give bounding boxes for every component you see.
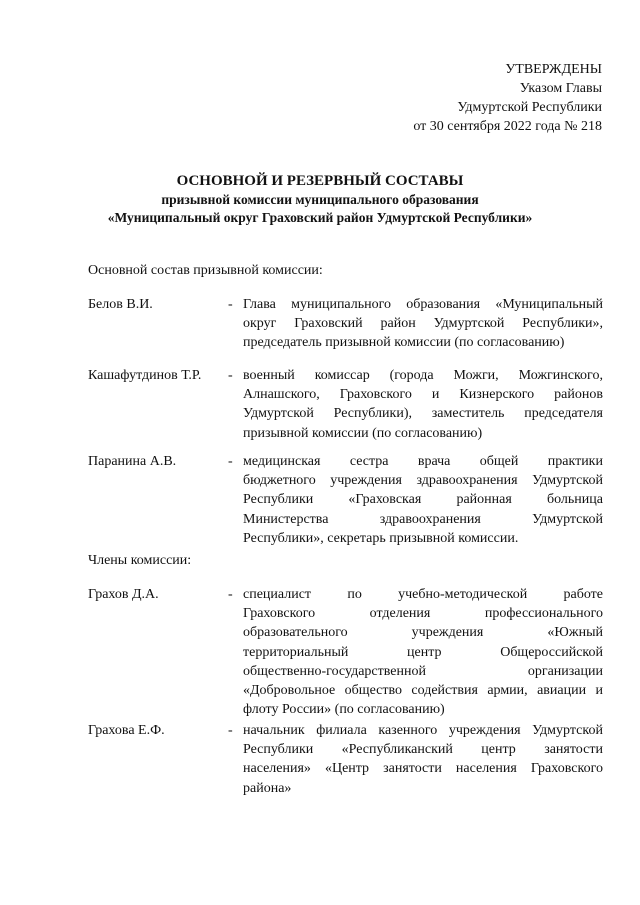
description-word: «Муниципальный	[495, 297, 603, 312]
description-word: образования	[406, 297, 481, 312]
description-word: и	[595, 682, 603, 698]
description-word: общественно-государственной	[243, 663, 426, 679]
description-line: председатель призывной комиссии (по согласованию)	[243, 335, 565, 351]
description-word: казенного	[378, 723, 438, 738]
description-word: Удмуртской	[433, 316, 505, 332]
description-word: профессионального	[484, 606, 603, 622]
description-word: организации	[527, 663, 603, 679]
description-row	[243, 424, 603, 443]
description-word: Удмуртской	[532, 511, 603, 527]
description-row	[243, 452, 603, 471]
description-word: занятости	[544, 742, 603, 758]
member-description	[243, 366, 603, 443]
description-word: Можгинского,	[518, 368, 603, 383]
description-word: авиации	[537, 682, 587, 698]
description-word: районов	[554, 387, 603, 403]
description-word: комиссар	[314, 368, 370, 383]
member-dash: -	[228, 723, 233, 738]
description-row	[243, 662, 603, 681]
description-word: военный	[243, 368, 295, 383]
description-word: врача	[417, 454, 451, 469]
description-word: «Добровольное	[243, 682, 336, 698]
title-main: ОСНОВНОЙ И РЕЗЕРВНЫЙ СОСТАВЫ	[176, 173, 464, 189]
description-word: центр	[407, 644, 442, 660]
description-word: Можги,	[453, 368, 499, 383]
title-subtitle-2: «Муниципальный округ Граховский район Удмуртской Республики»	[107, 210, 533, 225]
member-dash: -	[228, 454, 233, 469]
section-heading-members: Члены комиссии:	[88, 553, 192, 568]
description-word: Республики»,	[522, 316, 603, 332]
description-word: Граховского	[339, 387, 412, 403]
approval-stamp	[413, 60, 602, 136]
description-word: Министерства	[243, 511, 329, 527]
approval-line-approved: УТВЕРЖДЕНЫ	[505, 62, 602, 77]
member-description	[243, 452, 603, 548]
description-word: Республики	[243, 742, 314, 758]
description-word: бюджетного	[243, 473, 316, 489]
section-heading-main: Основной состав призывной комиссии:	[88, 263, 323, 278]
member-description	[243, 585, 603, 719]
description-row	[243, 333, 603, 352]
description-word: учебно-методической	[398, 587, 528, 602]
description-row	[243, 295, 603, 314]
description-row	[243, 681, 603, 700]
description-word: «Граховская	[348, 492, 422, 508]
description-word: «Центр	[324, 761, 370, 777]
description-row	[243, 385, 603, 404]
description-word: работе	[563, 587, 603, 602]
description-word: район	[380, 316, 416, 332]
description-row	[243, 623, 603, 642]
description-line: Республики», секретарь призывной комиссии.	[243, 530, 519, 546]
description-word: «Республиканский	[341, 742, 453, 758]
description-word: учреждения	[411, 625, 484, 641]
description-word: содействия	[411, 682, 478, 698]
description-word: Республики	[243, 492, 314, 508]
description-row	[243, 404, 603, 423]
member-dash: -	[228, 368, 233, 383]
description-word: здравоохранения	[379, 511, 481, 527]
member-name: Кашафутдинов Т.Р.	[88, 368, 202, 383]
description-word: армии,	[487, 682, 528, 698]
description-word: Кизнерского	[459, 387, 535, 403]
description-row	[243, 700, 603, 719]
description-row	[243, 529, 603, 548]
member-name: Грахов Д.А.	[88, 587, 159, 602]
description-row	[243, 721, 603, 740]
description-word: общей	[479, 454, 519, 469]
description-word: по	[347, 587, 362, 602]
description-row	[243, 779, 603, 798]
description-word: Удмуртской	[243, 406, 314, 422]
description-word: начальник	[243, 723, 305, 738]
description-word: учреждения	[330, 473, 402, 489]
description-row	[243, 585, 603, 604]
description-word: председателя	[524, 406, 603, 422]
description-word: районная	[456, 492, 512, 508]
member-name: Паранина А.В.	[88, 454, 177, 469]
description-line: призывной комиссии (по согласованию)	[243, 425, 483, 441]
description-word: больница	[546, 492, 603, 508]
description-word: Удмуртской	[532, 473, 603, 489]
approval-line-date: от 30 сентября 2022 года № 218	[413, 119, 602, 134]
description-row	[243, 366, 603, 385]
description-word: общество	[344, 682, 402, 698]
description-word: муниципального	[291, 297, 392, 312]
description-word: образовательного	[243, 625, 348, 641]
approval-line-republic: Удмуртской Республики	[457, 100, 602, 115]
approval-line-decree: Указом Главы	[519, 81, 602, 96]
member-dash: -	[228, 297, 233, 312]
description-line: района»	[243, 780, 292, 796]
description-word: Республики),	[333, 406, 412, 422]
description-word: Граховского	[243, 606, 316, 622]
description-word: филиала	[316, 723, 367, 738]
description-word: Граховский	[294, 316, 363, 332]
description-word: и	[431, 387, 440, 403]
member-name: Белов В.И.	[88, 297, 153, 312]
member-description	[243, 295, 603, 353]
description-row	[243, 643, 603, 662]
description-row	[243, 604, 603, 623]
description-row	[243, 510, 603, 529]
description-row	[243, 490, 603, 509]
member-description	[243, 721, 603, 798]
description-word: специалист	[243, 587, 312, 602]
description-word: (города	[389, 368, 434, 383]
description-word: населения	[455, 761, 517, 777]
description-word: центр	[481, 742, 516, 758]
description-word: Глава	[243, 297, 276, 312]
description-word: округ	[243, 316, 277, 332]
member-dash: -	[228, 587, 233, 602]
description-word: здравоохранения	[416, 473, 518, 489]
description-word: медицинская	[243, 454, 321, 469]
document-title	[40, 172, 600, 227]
description-row	[243, 314, 603, 333]
description-word: отделения	[369, 606, 431, 622]
description-line: флоту России» (по согласованию)	[243, 702, 445, 718]
description-word: практики	[547, 454, 603, 469]
description-word: территориальный	[243, 644, 349, 660]
description-word: населения»	[243, 761, 311, 777]
description-word: Удмуртской	[532, 723, 603, 738]
description-row	[243, 471, 603, 490]
description-word: Алнашского,	[243, 387, 320, 403]
member-name: Грахова Е.Ф.	[88, 723, 165, 738]
description-word: Общероссийской	[500, 644, 603, 660]
title-subtitle-1: призывной комиссии муниципального образования	[161, 192, 479, 207]
description-word: Граховского	[530, 761, 603, 777]
description-word: занятости	[383, 761, 442, 777]
description-word: заместитель	[431, 406, 505, 422]
description-word: учреждения	[448, 723, 521, 738]
description-word: «Южный	[547, 625, 603, 641]
description-row	[243, 759, 603, 778]
description-word: сестра	[349, 454, 389, 469]
description-row	[243, 740, 603, 759]
